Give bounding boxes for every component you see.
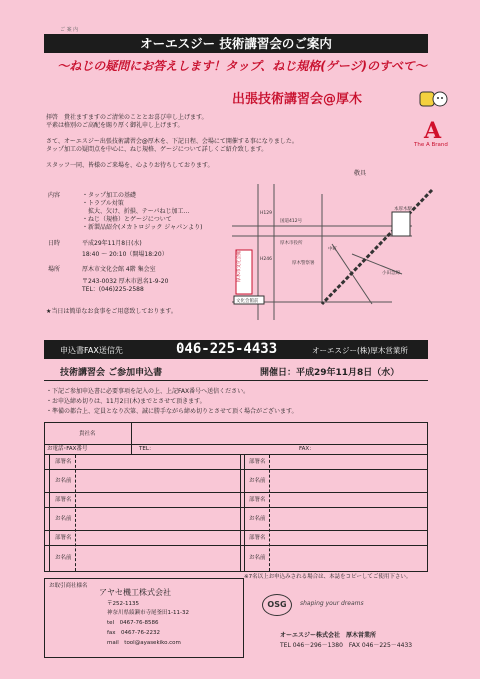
page-title: オーエスジー 技術講習会のご案内 <box>44 34 428 53</box>
form-note: ・下記ご参加申込書に必要事項を記入の上、上記FAX番号へ送信ください。 <box>46 388 250 395</box>
dealer-mail: mail tool@ayasekiko.com <box>107 640 181 646</box>
list-item: 拡大、欠け、折損、テーパねじ加工… <box>82 208 190 215</box>
map-label: H246 <box>260 257 272 262</box>
map-label: 厚木市役所 <box>280 241 303 246</box>
dealer-box <box>44 578 244 658</box>
divider <box>44 380 428 381</box>
company-slogan: shaping your dreams <box>300 600 364 607</box>
dept-row <box>45 493 427 508</box>
subtitle: ～ねじの疑問にお答えします！タップ、ねじ規格(ゲージ)のすべて～ <box>57 59 427 73</box>
company-contact: TEL 046－296－1380 FAX 046－225－4433 <box>280 642 413 649</box>
map-label: 小田急線 <box>382 271 400 276</box>
map-label: 中町 <box>328 247 337 252</box>
greeting-block <box>46 114 298 170</box>
company-row <box>45 423 427 445</box>
name-row <box>45 470 427 493</box>
list-item: ・トラブル対策 <box>82 200 124 207</box>
name-row <box>45 546 427 571</box>
fax-label: 申込書FAX送信先 <box>60 346 123 355</box>
name-label: お名前 <box>55 555 72 561</box>
date-label: 日時 <box>48 240 61 247</box>
brand-logo-letter: A <box>424 118 442 144</box>
time-line: 18:40 ～ 20:10（開場18:20） <box>82 251 168 258</box>
greeting-line: 拝啓 貴社ますますのご清栄のこととお喜び申し上げます。 <box>46 114 208 121</box>
map-label: 厚木市文化会館 <box>237 250 242 282</box>
list-item: ・新製品紹介(メカトロジック ジャパンより) <box>82 224 203 231</box>
place-line: TEL：(046)225-2588 <box>82 286 144 293</box>
top-note: ご 案 内 <box>60 27 79 33</box>
name-label: お名前 <box>249 516 266 522</box>
meal-note: ★当日は簡単なお食事をご用意致しております。 <box>46 308 177 315</box>
list-item: ・タップ加工の基礎 <box>82 192 137 199</box>
place-label: 場所 <box>48 266 61 273</box>
map-label: 国道412号 <box>280 219 303 224</box>
form-note: ・お申込締め切りは、11月2日(木)までとさせて頂きます。 <box>46 398 206 405</box>
venue-map <box>232 184 444 320</box>
map-label: 本厚木駅 <box>394 207 412 212</box>
name-label: お名前 <box>55 478 72 484</box>
dept-label: 部署名 <box>55 497 72 503</box>
dept-label: 部署名 <box>55 459 72 465</box>
place-line: 厚木市文化会館 4階 集会室 <box>82 266 156 273</box>
greeting-line: さて、オーエスジー出張技術講習会@厚木を、下記日程、会場にて開催する事になりました。 <box>46 138 298 145</box>
dept-row <box>45 531 427 546</box>
form-date: 開催日：平成29年11月8日（水） <box>260 368 400 378</box>
dealer-label: お取引商社様名 <box>49 583 88 589</box>
company-name: オーエスジー株式会社 厚木営業所 <box>280 632 377 639</box>
dept-label: 部署名 <box>249 535 266 541</box>
greeting-line: タップ加工の疑問点を中心に、ねじ規格、ゲージについて詳しくご紹介致します。 <box>46 146 268 153</box>
form-title: 技術講習会 ご参加申込書 <box>60 368 163 378</box>
map-label: 厚木警察署 <box>292 261 315 266</box>
content-label: 内容 <box>48 192 61 199</box>
name-label: お名前 <box>249 555 266 561</box>
map-label: 文化会館前 <box>236 299 259 304</box>
content-list <box>82 192 202 232</box>
name-label: お名前 <box>249 478 266 484</box>
map-label: H129 <box>260 211 272 216</box>
name-row <box>45 508 427 531</box>
place-line: 〒243-0032 厚木市恩名1-9-20 <box>82 278 169 285</box>
application-form <box>44 422 428 572</box>
fax-banner <box>44 340 428 359</box>
dealer-address: 神奈川県綾瀬市寺尾釜田1-11-32 <box>107 610 189 616</box>
closing: 敬具 <box>354 170 367 177</box>
dealer-tel: tel 0467-76-8586 <box>107 620 159 626</box>
name-label: お名前 <box>55 516 72 522</box>
date-line: 平成29年11月8日(水) <box>82 240 142 247</box>
dealer-name: アヤセ機工株式会社 <box>99 588 171 597</box>
dept-label: 部署名 <box>249 459 266 465</box>
dealer-zip: 〒252-1135 <box>107 601 139 607</box>
form-note: ・準備の都合上、定員となり次第、誠に勝手ながら締め切りとさせて頂く場合がございます。 <box>46 408 298 415</box>
company-label: 貴社名 <box>79 431 96 437</box>
fax-number: 046-225-4433 <box>176 341 278 357</box>
brand-logo-text: The A Brand <box>414 142 448 148</box>
list-item: ・ねじ（規格）とゲージについて <box>82 216 172 223</box>
company-input[interactable] <box>133 425 423 443</box>
greeting-line: 平素は格別のご高配を賜り厚く御礼申し上げます。 <box>46 122 184 129</box>
mascot-icon <box>418 88 448 110</box>
osg-logo: OSG <box>262 594 292 616</box>
tel-label: お電話･FAX番号 <box>47 446 88 452</box>
dept-row <box>45 455 427 470</box>
dept-label: 部署名 <box>249 497 266 503</box>
greeting-line: スタッフ一同、皆様のご来場を、心よりお待ちしております。 <box>46 162 214 169</box>
tel-field[interactable]: TEL： <box>139 446 155 452</box>
dealer-fax: fax 0467-76-2232 <box>107 630 161 636</box>
fax-field[interactable]: FAX： <box>299 446 315 452</box>
greeting-line <box>46 154 298 162</box>
fax-company: オーエスジー(株)厚木営業所 <box>312 346 408 355</box>
tel-row <box>45 445 427 455</box>
dept-label: 部署名 <box>55 535 72 541</box>
form-footnote: ※7名以上お申込みされる場合は、本誌をコピーしてご使用下さい。 <box>244 574 412 580</box>
seminar-title: 出張技術講習会@厚木 <box>232 92 363 107</box>
greeting-line <box>46 130 298 138</box>
